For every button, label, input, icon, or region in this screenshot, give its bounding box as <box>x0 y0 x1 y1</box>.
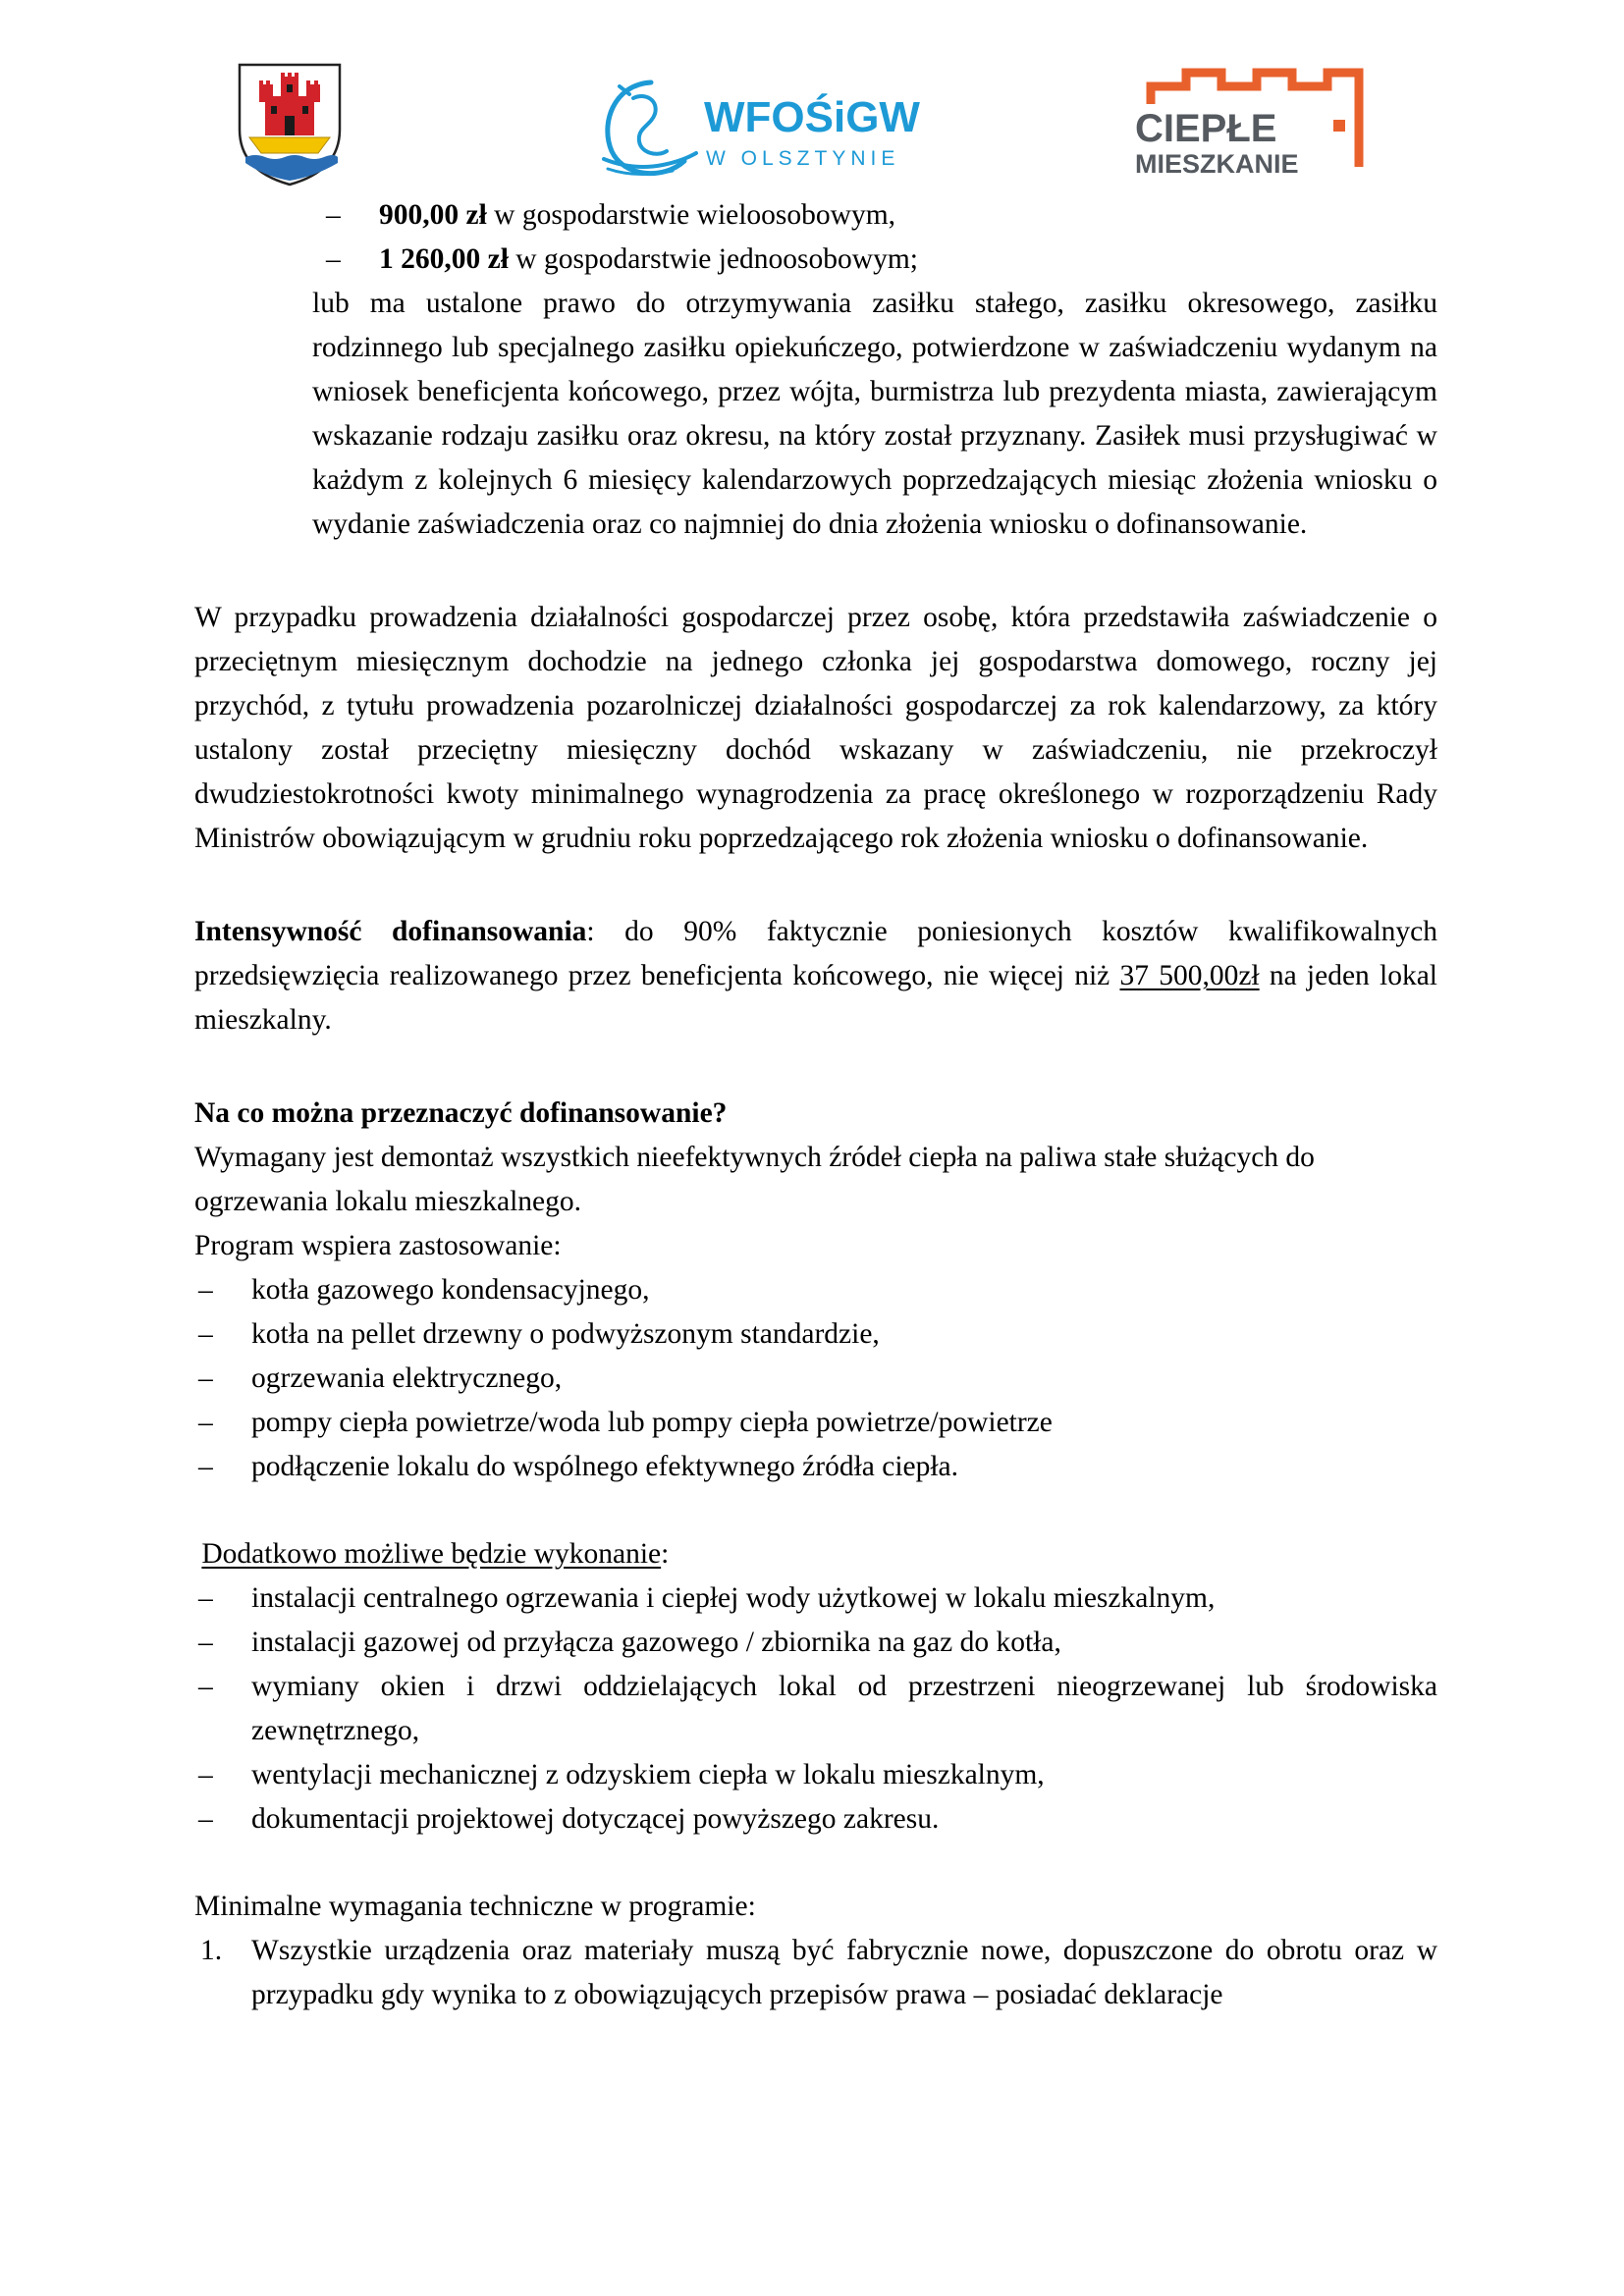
intensity-text-end: na jeden lokal mieszkalny. <box>194 960 1437 1036</box>
business-paragraph: W przypadku prowadzenia działalności gospodarczej przez osobę, która przedstawiła zaświadczenie o przeciętnym miesięcznym dochodzie na jednego członka jej gospodarstwa domowego, roczny jej przychód, z tytułu prowadzenia pozarolniczej działalności gospodarczej za rok kalendarzowy, za który ustalony został przeciętny miesięczny dochód wskazany w zaświadczeniu, nie przekroczył dwudziestokrotności kwoty minimalnego wynagrodzenia za pracę określonego w rozporządzeniu Rady Ministrów obowiązującym w grudniu roku poprzedzającego rok złożenia wniosku o dofinansowanie. <box>194 602 1437 854</box>
list-item <box>194 1929 1437 2017</box>
list-item <box>322 238 1437 282</box>
intensity-label: Intensywność dofinansowania <box>194 916 587 947</box>
list-item: – podłączenie lokalu do wspólnego efektywnego źródła ciepła. <box>194 1445 1437 1489</box>
additional-heading <box>194 1532 1437 1576</box>
list-item: – instalacji gazowej od przyłącza gazowego / zbiornika na gaz do kotła, <box>194 1621 1437 1665</box>
technical-heading: Minimalne wymagania techniczne w programie: <box>194 1891 756 1922</box>
additional-items-list <box>194 1576 1437 1842</box>
purpose-required: Wymagany jest demontaż wszystkich nieefektywnych źródeł ciepła na paliwa stałe służących do ogrzewania lokalu mieszkalnego. <box>194 1142 1315 1217</box>
income-amount: 900,00 zł <box>379 199 487 231</box>
list-item: – kotła na pellet drzewny o podwyższonym standardzie, <box>194 1312 1437 1357</box>
purpose-supports-intro: Program wspiera zastosowanie: <box>194 1230 562 1261</box>
list-item: – wentylacji mechanicznej z odzyskiem ciepła w lokalu mieszkalnym, <box>194 1753 1437 1797</box>
list-item: – ogrzewania elektrycznego, <box>194 1357 1437 1401</box>
technical-requirements-list <box>194 1929 1437 2017</box>
wfos-name-text: WFOŚiGW <box>704 93 920 141</box>
cieple-bottom-text: MIESZKANIE <box>1135 149 1299 179</box>
income-text: w gospodarstwie jednoosobowym; <box>508 243 918 275</box>
intensity-text: : do 90% faktycznie poniesionych kosztów kwalifikowalnych przedsięwzięcia realizowanego przez beneficjenta końcowego, nie więcej niż <box>194 916 1437 991</box>
allowance-paragraph: lub ma ustalone prawo do otrzymywania zasiłku stałego, zasiłku okresowego, zasiłku rodzinnego lub specjalnego zasiłku opiekuńczego, potwierdzone w zaświadczeniu wydanym na wniosek beneficjenta końcowego, przez wójta, burmistrza lub prezydenta miasta, zawierającym wskazanie rodzaju zasiłku oraz okresu, na który został przyznany. Zasiłek musi przysługiwać w każdym z kolejnych 6 miesięcy kalendarzowych poprzedzających miesiąc złożenia wniosku o wydanie zaświadczenia oraz co najmniej do dnia złożenia wniosku o dofinansowanie. <box>312 288 1437 540</box>
list-item: – kotła gazowego kondensacyjnego, <box>194 1268 1437 1312</box>
wfos-sub-text: W OLSZTYNIE <box>706 147 900 170</box>
document-body <box>194 193 1437 2017</box>
list-number: 1. <box>200 1935 223 1966</box>
list-item: – pompy ciepła powietrze/woda lub pompy ciepła powietrze/powietrze <box>194 1401 1437 1445</box>
wfosigw-logo <box>594 75 947 183</box>
list-item-text: Wszystkie urządzenia oraz materiały muszą być fabrycznie nowe, dopuszczone do obrotu oraz w przypadku gdy wynika to z obowiązujących przepisów prawa – posiadać deklaracje <box>251 1935 1437 2010</box>
municipal-crest-logo <box>236 61 344 187</box>
intensity-amount: 37 500,00zł <box>1119 960 1260 991</box>
list-item: – instalacji centralnego ogrzewania i ciepłej wody użytkowej w lokalu mieszkalnym, <box>194 1576 1437 1621</box>
list-item <box>322 193 1437 238</box>
list-item: – dokumentacji projektowej dotyczącej powyższego zakresu. <box>194 1797 1437 1842</box>
list-item: – wymiany okien i drzwi oddzielających lokal od przestrzeni nieogrzewanej lub środowiska zewnętrznego, <box>194 1665 1437 1753</box>
purpose-heading: Na co można przeznaczyć dofinansowanie? <box>194 1097 728 1129</box>
cieple-top-text: CIEPŁE <box>1135 107 1277 150</box>
income-text: w gospodarstwie wieloosobowym, <box>486 199 896 231</box>
income-threshold-list <box>322 193 1437 282</box>
cieple-mieszkanie-logo <box>1131 65 1369 181</box>
intensity-paragraph <box>194 910 1437 1042</box>
additional-heading-colon: : <box>661 1538 670 1570</box>
additional-heading-text: Dodatkowo możliwe będzie wykonanie <box>201 1538 662 1570</box>
income-amount: 1 260,00 zł <box>379 243 509 275</box>
supported-items-list <box>194 1268 1437 1489</box>
